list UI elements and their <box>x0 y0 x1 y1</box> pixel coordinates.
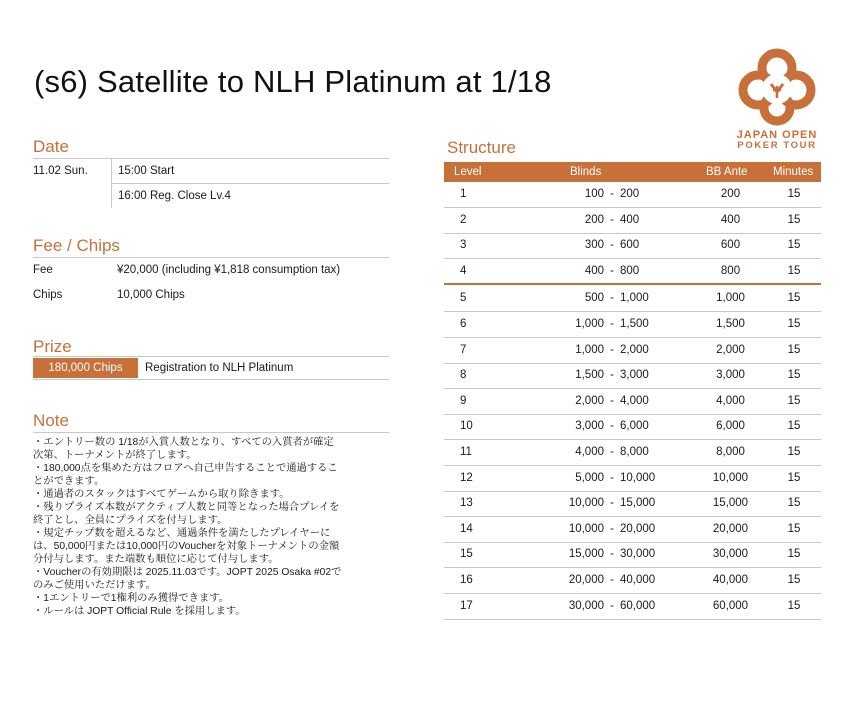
big-blind-cell: 4,000 <box>620 394 649 407</box>
bb-ante-cell: 1,500 <box>716 318 745 330</box>
note-line: ・Voucherの有効期限は 2025.11.03です。JOPT 2025 Osaka #02で <box>33 567 342 578</box>
small-blind-cell: 200 <box>584 213 604 226</box>
fee-chips-rule <box>33 257 389 258</box>
blind-separator: - <box>610 318 614 330</box>
small-blind-cell: 100 <box>584 188 604 200</box>
blind-separator: - <box>610 522 614 535</box>
big-blind-cell: 800 <box>620 264 640 277</box>
minutes-cell: 15 <box>787 420 801 433</box>
blind-separator: - <box>610 471 614 484</box>
date-subrule <box>111 183 389 184</box>
small-blind-cell: 1,000 <box>575 318 604 330</box>
col-blinds: Blinds <box>570 166 602 178</box>
big-blind-cell: 15,000 <box>620 497 656 510</box>
small-blind-cell: 300 <box>584 239 604 252</box>
table-row <box>444 594 821 620</box>
structure-table-header <box>444 162 821 182</box>
table-row <box>444 182 821 208</box>
level-cell: 7 <box>460 343 467 356</box>
minutes-cell: 15 <box>787 548 801 561</box>
table-row <box>444 542 821 568</box>
col-level: Level <box>454 166 482 178</box>
minutes-cell: 15 <box>787 264 801 277</box>
small-blind-cell: 3,000 <box>575 420 604 433</box>
level-cell: 14 <box>460 522 473 535</box>
big-blind-cell: 6,000 <box>620 420 649 433</box>
date-heading: Date <box>33 137 69 156</box>
bb-ante-cell: 30,000 <box>712 548 749 561</box>
small-blind-cell: 10,000 <box>568 522 604 535</box>
minutes-cell: 15 <box>787 239 801 252</box>
big-blind-cell: 400 <box>620 213 640 226</box>
bb-ante-cell: 6,000 <box>716 420 745 433</box>
structure-heading: Structure <box>447 138 516 157</box>
date-start: 15:00 Start <box>118 165 175 177</box>
small-blind-cell: 20,000 <box>568 574 604 586</box>
date-rule <box>33 158 389 159</box>
bb-ante-cell: 800 <box>720 264 741 277</box>
bb-ante-cell: 40,000 <box>712 574 749 586</box>
big-blind-cell: 10,000 <box>620 471 656 484</box>
note-line: ・規定チップ数を超えるなど、通過条件を満たしたプレイヤーに <box>33 528 331 539</box>
blind-separator: - <box>610 394 614 407</box>
table-row <box>444 286 821 312</box>
small-blind-cell: 5,000 <box>575 471 604 484</box>
note-line: は、50,000円または10,000円のVoucherを対象トーナメントの金額 <box>33 541 340 552</box>
bb-ante-cell: 4,000 <box>716 394 745 407</box>
bb-ante-cell: 2,000 <box>716 343 745 356</box>
note-line: ・残りプライズ本数がアクティブ人数と同等となった場合プレイを <box>33 502 340 513</box>
big-blind-cell: 3,000 <box>620 369 649 382</box>
blind-separator: - <box>610 188 614 200</box>
level-cell: 2 <box>460 213 467 226</box>
minutes-cell: 15 <box>787 471 801 484</box>
blind-separator: - <box>610 239 614 252</box>
table-row <box>444 312 821 338</box>
minutes-cell: 15 <box>787 446 801 458</box>
level-cell: 3 <box>460 239 467 252</box>
minutes-cell: 15 <box>787 574 801 586</box>
blind-separator: - <box>610 213 614 226</box>
note-rule <box>33 432 389 433</box>
level-cell: 15 <box>460 548 473 561</box>
chips-label: Chips <box>33 289 63 301</box>
prize-chips-badge: 180,000 Chips <box>33 358 138 378</box>
big-blind-cell: 1,500 <box>620 318 649 330</box>
note-body <box>33 436 393 618</box>
blind-separator: - <box>610 446 614 458</box>
prize-rule <box>33 356 389 357</box>
note-line: ・エントリー数の 1/18が入賞人数となり、すべての入賞者が確定 <box>33 437 334 448</box>
bb-ante-cell: 15,000 <box>712 497 749 510</box>
blind-separator: - <box>610 574 614 586</box>
note-line: のみご使用いただけます。 <box>33 580 156 591</box>
table-row <box>444 208 821 234</box>
fee-chips-heading: Fee / Chips <box>33 236 120 255</box>
table-row <box>444 466 821 492</box>
structure-break-line <box>444 283 821 285</box>
prize-heading: Prize <box>33 337 72 356</box>
minutes-cell: 15 <box>787 318 801 330</box>
minutes-cell: 15 <box>787 213 801 226</box>
small-blind-cell: 2,000 <box>575 394 604 407</box>
blind-separator: - <box>610 497 614 510</box>
table-row <box>444 233 821 259</box>
level-cell: 8 <box>460 369 467 382</box>
small-blind-cell: 400 <box>584 264 604 277</box>
small-blind-cell: 1,500 <box>575 369 604 382</box>
table-row <box>444 389 821 415</box>
bb-ante-cell: 20,000 <box>712 522 749 535</box>
big-blind-cell: 8,000 <box>620 446 649 458</box>
level-cell: 17 <box>460 599 473 612</box>
page-title: (s6) Satellite to NLH Platinum at 1/18 <box>34 64 552 99</box>
level-cell: 1 <box>460 188 467 200</box>
table-row <box>444 517 821 543</box>
blind-separator: - <box>610 599 614 612</box>
note-line: 次第、トーナメントが終了します。 <box>33 450 197 461</box>
blind-separator: - <box>610 369 614 382</box>
bb-ante-cell: 600 <box>720 239 741 252</box>
note-line: ・通過者のスタックはすべてゲームから取り除きます。 <box>33 489 290 500</box>
minutes-cell: 15 <box>787 343 801 356</box>
bb-ante-cell: 200 <box>720 188 741 200</box>
big-blind-cell: 40,000 <box>620 574 656 586</box>
minutes-cell: 15 <box>787 599 801 612</box>
table-row <box>444 568 821 594</box>
note-heading: Note <box>33 411 69 430</box>
table-row <box>444 440 821 466</box>
note-line: 分付与します。また端数も順位に応じて付与します。 <box>33 554 279 565</box>
small-blind-cell: 30,000 <box>568 599 604 612</box>
chips-value: 10,000 Chips <box>117 289 185 301</box>
bb-ante-cell: 400 <box>720 213 741 226</box>
note-line: ・180,000点を集めた方はフロアへ自己申告することで通過するこ <box>33 463 338 474</box>
blind-separator: - <box>610 420 614 433</box>
logo-text-line1: JAPAN OPEN <box>736 129 818 141</box>
minutes-cell: 15 <box>787 292 801 305</box>
small-blind-cell: 1,000 <box>575 343 604 356</box>
level-cell: 13 <box>460 497 473 510</box>
big-blind-cell: 600 <box>620 239 640 252</box>
small-blind-cell: 10,000 <box>568 497 604 510</box>
note-line: 終了とし、全員にプライズを付与します。 <box>33 515 228 526</box>
minutes-cell: 15 <box>787 394 801 407</box>
fee-value: ¥20,000 (including ¥1,818 consumption tax) <box>117 264 341 276</box>
bb-ante-cell: 10,000 <box>712 471 749 484</box>
level-cell: 5 <box>460 292 467 305</box>
table-row <box>444 338 821 364</box>
table-row <box>444 363 821 389</box>
note-line: ・1エントリーで1権利のみ獲得できます。 <box>33 593 229 604</box>
level-cell: 6 <box>460 318 467 330</box>
bb-ante-cell: 1,000 <box>716 292 745 305</box>
blind-separator: - <box>610 264 614 277</box>
big-blind-cell: 60,000 <box>620 599 656 612</box>
small-blind-cell: 15,000 <box>568 548 604 561</box>
big-blind-cell: 20,000 <box>620 522 656 535</box>
minutes-cell: 15 <box>787 522 801 535</box>
note-line: ・ルールは JOPT Official Rule を採用します。 <box>33 606 246 617</box>
logo-text-line2: POKER TOUR <box>737 140 817 151</box>
level-cell: 10 <box>460 420 473 433</box>
table-row <box>444 259 821 285</box>
small-blind-cell: 4,000 <box>575 446 604 458</box>
minutes-cell: 15 <box>787 497 801 510</box>
minutes-cell: 15 <box>787 369 801 382</box>
col-minutes: Minutes <box>773 166 814 178</box>
small-blind-cell: 500 <box>584 292 604 305</box>
date-day: 11.02 Sun. <box>33 165 88 177</box>
level-cell: 12 <box>460 471 473 484</box>
blind-separator: - <box>610 343 614 356</box>
big-blind-cell: 1,000 <box>620 292 649 305</box>
minutes-cell: 15 <box>787 188 801 200</box>
level-cell: 9 <box>460 394 467 407</box>
big-blind-cell: 200 <box>620 188 640 200</box>
date-reg-close: 16:00 Reg. Close Lv.4 <box>118 190 231 202</box>
level-cell: 4 <box>460 264 467 277</box>
level-cell: 11 <box>460 446 472 458</box>
blind-separator: - <box>610 548 614 561</box>
prize-bottom-rule <box>33 379 389 380</box>
fee-label: Fee <box>33 264 53 276</box>
blind-separator: - <box>610 292 614 305</box>
big-blind-cell: 2,000 <box>620 343 649 356</box>
level-cell: 16 <box>460 574 473 586</box>
prize-reward: Registration to NLH Platinum <box>145 362 294 374</box>
table-row <box>444 414 821 440</box>
table-row <box>444 491 821 517</box>
bb-ante-cell: 60,000 <box>712 599 749 612</box>
bb-ante-cell: 3,000 <box>716 369 745 382</box>
note-line: とができます。 <box>33 476 105 487</box>
col-bb-ante: BB Ante <box>706 166 748 178</box>
bb-ante-cell: 8,000 <box>716 446 745 458</box>
big-blind-cell: 30,000 <box>620 548 656 561</box>
